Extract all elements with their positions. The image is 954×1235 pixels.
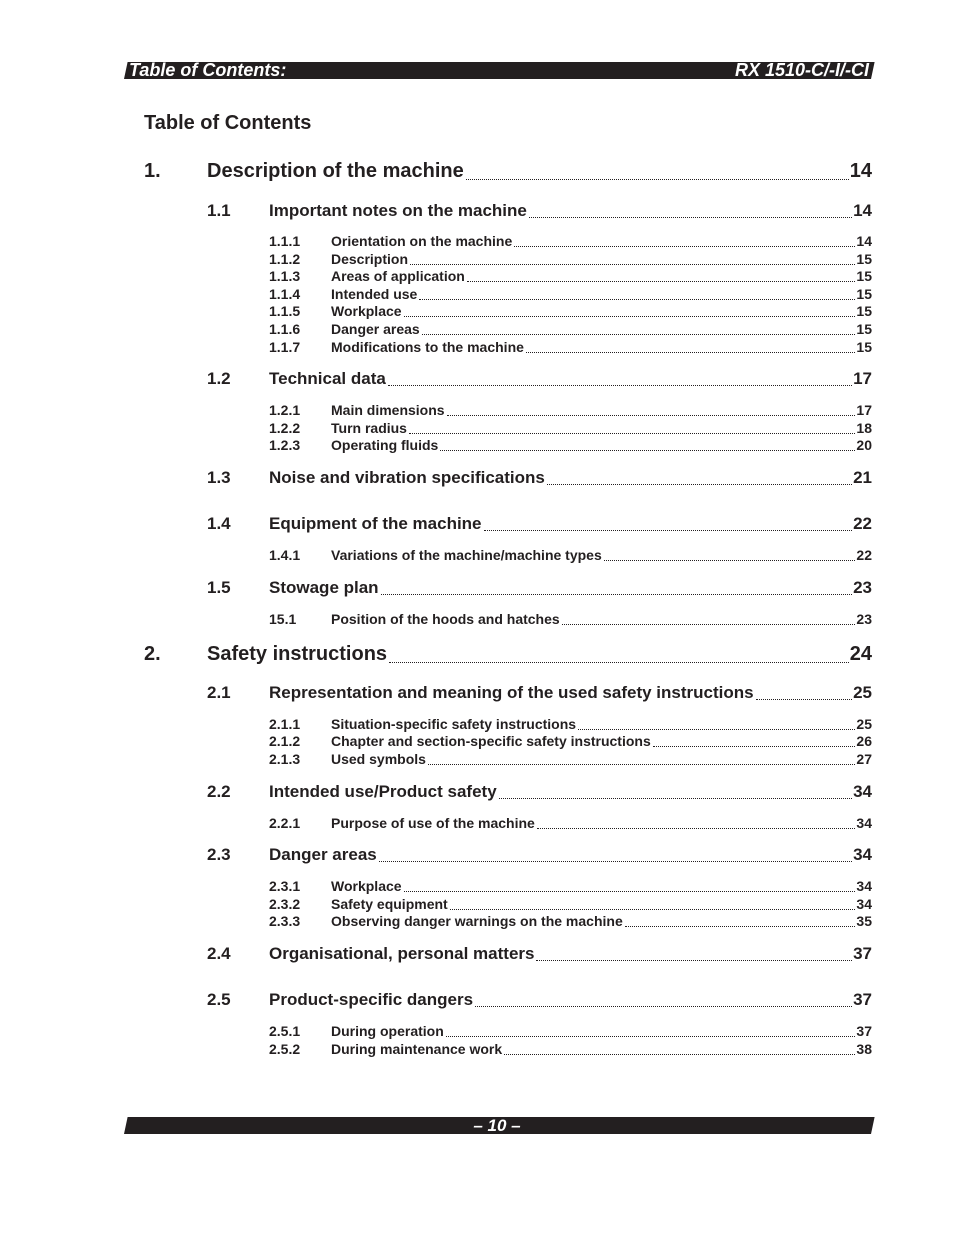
dot-leader	[604, 560, 856, 561]
toc-subsection[interactable]	[269, 303, 872, 320]
toc-number: 1.1.4	[269, 286, 301, 302]
dot-leader	[404, 891, 856, 892]
header-section-title: Table of Contents:	[129, 60, 287, 80]
toc-page-number: 38	[856, 1041, 872, 1057]
dot-leader	[578, 729, 855, 730]
toc-label: Orientation on the machine	[331, 233, 513, 249]
dot-leader	[756, 699, 852, 700]
toc-number: 1.1.7	[269, 339, 301, 355]
toc-number: 1.3	[207, 468, 231, 487]
toc-label: Main dimensions	[331, 402, 445, 418]
toc-section[interactable]	[207, 682, 872, 703]
dot-leader	[388, 385, 852, 386]
toc-number: 1.4	[207, 514, 231, 533]
toc-label: Used symbols	[331, 751, 426, 767]
toc-page-number: 27	[856, 751, 872, 767]
toc-page-number: 34	[853, 845, 872, 864]
toc-subsection[interactable]	[269, 751, 872, 768]
toc-number: 1.1.2	[269, 251, 301, 267]
toc-label: Equipment of the machine	[269, 514, 482, 533]
toc-label: During maintenance work	[331, 1041, 503, 1057]
toc-subsection[interactable]	[269, 268, 872, 285]
dot-leader	[625, 926, 856, 927]
toc-number: 2.1.2	[269, 733, 301, 749]
dot-leader	[440, 450, 855, 451]
toc-number: 15.1	[269, 611, 297, 627]
toc-label: Stowage plan	[269, 578, 379, 597]
toc-label: Description of the machine	[207, 160, 464, 182]
toc-label: Safety equipment	[331, 896, 448, 912]
toc-label: Turn radius	[331, 420, 407, 436]
toc-page-number: 14	[849, 160, 872, 182]
toc-page-number: 17	[853, 369, 872, 388]
toc-number: 1.2.3	[269, 437, 301, 453]
toc-page-number: 23	[856, 611, 872, 627]
toc-page-number: 17	[856, 402, 872, 418]
toc-page-number: 24	[849, 643, 872, 665]
toc-page-number: 15	[856, 286, 872, 302]
page-number: – 10 –	[473, 1116, 521, 1135]
toc-number: 2.3.2	[269, 896, 301, 912]
toc-number: 1.2	[207, 369, 231, 388]
toc-section[interactable]	[207, 467, 872, 488]
toc-label: Workplace	[331, 303, 402, 319]
toc-page-number: 25	[856, 716, 872, 732]
toc-label: Situation-specific safety instructions	[331, 716, 577, 732]
dot-leader	[466, 179, 849, 180]
toc-label: Operating fluids	[331, 437, 439, 453]
toc-label: Purpose of use of the machine	[331, 815, 535, 831]
toc-page-number: 34	[856, 878, 872, 894]
toc-page-number: 34	[853, 782, 872, 801]
toc-number: 1.1.5	[269, 303, 301, 319]
page-title: Table of Contents	[144, 112, 312, 134]
toc-page-number: 35	[856, 913, 872, 929]
toc-page-number: 20	[856, 437, 872, 453]
toc-number: 2.2	[207, 782, 231, 801]
toc-number: 1.1.1	[269, 233, 301, 249]
dot-leader	[653, 746, 856, 747]
toc-subsection[interactable]	[269, 420, 872, 437]
toc-subsection[interactable]	[269, 402, 872, 419]
toc-section[interactable]	[207, 368, 872, 389]
toc-page-number: 22	[856, 547, 872, 563]
toc-page-number: 37	[856, 1023, 872, 1039]
dot-leader	[419, 299, 855, 300]
toc-section[interactable]	[207, 200, 872, 221]
toc-subsection[interactable]	[269, 913, 872, 930]
toc-label: Technical data	[269, 369, 386, 388]
toc-section[interactable]	[207, 989, 872, 1010]
toc-label: Product-specific dangers	[269, 990, 474, 1009]
dot-leader	[389, 662, 849, 663]
header-model-name: RX 1510-C/-I/-CI	[734, 60, 869, 80]
toc-label: Position of the hoods and hatches	[331, 611, 560, 627]
toc-chapter[interactable]	[144, 642, 872, 666]
toc-section[interactable]	[207, 943, 872, 964]
toc-label: Danger areas	[331, 321, 420, 337]
dot-leader	[499, 798, 852, 799]
toc-number: 2.1	[207, 683, 231, 702]
dot-leader	[529, 217, 852, 218]
dot-leader	[409, 433, 855, 434]
dot-leader	[447, 415, 856, 416]
toc-page-number: 37	[853, 944, 872, 963]
dot-leader	[537, 828, 856, 829]
toc-page-number: 25	[853, 683, 872, 702]
toc-page-number: 37	[853, 990, 872, 1009]
toc-page-number: 34	[856, 815, 872, 831]
toc-label: Modifications to the machine	[331, 339, 524, 355]
toc-subsection[interactable]	[269, 611, 872, 628]
dot-leader	[404, 316, 856, 317]
toc-page-number: 34	[856, 896, 872, 912]
toc-page-number: 15	[856, 251, 872, 267]
toc-subsection[interactable]	[269, 437, 872, 454]
toc-page-number: 15	[856, 303, 872, 319]
toc-section[interactable]	[207, 844, 872, 865]
toc-number: 1.1.3	[269, 268, 301, 284]
toc-page-number: 21	[853, 468, 872, 487]
dot-leader	[536, 960, 852, 961]
toc-number: 2.4	[207, 944, 231, 963]
dot-leader	[422, 334, 856, 335]
toc-subsection[interactable]	[269, 1041, 872, 1058]
toc-label: Areas of application	[331, 268, 465, 284]
toc-label: Representation and meaning of the used safety instructions	[269, 683, 754, 702]
toc-number: 2.3.1	[269, 878, 301, 894]
toc-number: 2.5.2	[269, 1041, 301, 1057]
toc-number: 2.1.1	[269, 716, 301, 732]
toc-section[interactable]	[207, 781, 872, 802]
toc-page-number: 15	[856, 268, 872, 284]
toc-label: Safety instructions	[207, 643, 388, 665]
toc-page-number: 15	[856, 339, 872, 355]
toc-section[interactable]	[207, 577, 872, 598]
toc-subsection[interactable]	[269, 251, 872, 268]
toc-subsection[interactable]	[269, 1023, 872, 1040]
toc-subsection[interactable]	[269, 878, 872, 895]
toc-number: 1.1.6	[269, 321, 301, 337]
dot-leader	[428, 764, 855, 765]
toc-number: 1.2.2	[269, 420, 301, 436]
toc-number: 2.5	[207, 990, 231, 1009]
toc-page-number: 14	[853, 201, 872, 220]
toc-page-number: 15	[856, 321, 872, 337]
toc-label: Workplace	[331, 878, 402, 894]
dot-leader	[381, 594, 853, 595]
dot-leader	[475, 1006, 852, 1007]
toc-label: Intended use/Product safety	[269, 782, 497, 801]
toc-number: 2.5.1	[269, 1023, 301, 1039]
toc-label: Organisational, personal matters	[269, 944, 535, 963]
dot-leader	[562, 624, 856, 625]
toc-number: 1.	[144, 160, 161, 182]
toc-label: Danger areas	[269, 845, 377, 864]
toc-label: Description	[331, 251, 409, 267]
toc-page-number: 23	[853, 578, 872, 597]
toc-subsection[interactable]	[269, 716, 872, 733]
dot-leader	[450, 909, 856, 910]
toc-label: During operation	[331, 1023, 444, 1039]
toc-subsection[interactable]	[269, 286, 872, 303]
toc-subsection[interactable]	[269, 339, 872, 356]
toc-label: Important notes on the machine	[269, 201, 527, 220]
toc-number: 2.1.3	[269, 751, 301, 767]
toc-label: Variations of the machine/machine types	[331, 547, 602, 563]
toc-number: 2.	[144, 643, 161, 665]
toc-chapter[interactable]	[144, 159, 872, 183]
toc-page-number: 18	[856, 420, 872, 436]
toc-number: 2.3.3	[269, 913, 301, 929]
dot-leader	[547, 484, 852, 485]
dot-leader	[467, 281, 856, 282]
toc-number: 2.2.1	[269, 815, 301, 831]
toc-number: 2.3	[207, 845, 231, 864]
toc-subsection[interactable]	[269, 547, 872, 564]
toc-number: 1.5	[207, 578, 231, 597]
toc-subsection[interactable]	[269, 815, 872, 832]
dot-leader	[484, 530, 853, 531]
toc-subsection[interactable]	[269, 733, 872, 750]
toc-label: Intended use	[331, 286, 418, 302]
dot-leader	[504, 1054, 855, 1055]
dot-leader	[446, 1036, 856, 1037]
toc-label: Observing danger warnings on the machine	[331, 913, 623, 929]
dot-leader	[514, 246, 855, 247]
toc-number: 1.4.1	[269, 547, 301, 563]
toc-number: 1.2.1	[269, 402, 301, 418]
toc-label: Chapter and section-specific safety instructions	[331, 733, 651, 749]
toc-subsection[interactable]	[269, 321, 872, 338]
toc-section[interactable]	[207, 513, 872, 534]
toc-subsection[interactable]	[269, 896, 872, 913]
toc-page-number: 26	[856, 733, 872, 749]
dot-leader	[410, 264, 855, 265]
toc-page-number: 22	[853, 514, 872, 533]
dot-leader	[379, 861, 852, 862]
dot-leader	[526, 352, 856, 353]
toc-subsection[interactable]	[269, 233, 872, 250]
toc-page-number: 14	[856, 233, 872, 249]
toc-number: 1.1	[207, 201, 231, 220]
toc-label: Noise and vibration specifications	[269, 468, 545, 487]
